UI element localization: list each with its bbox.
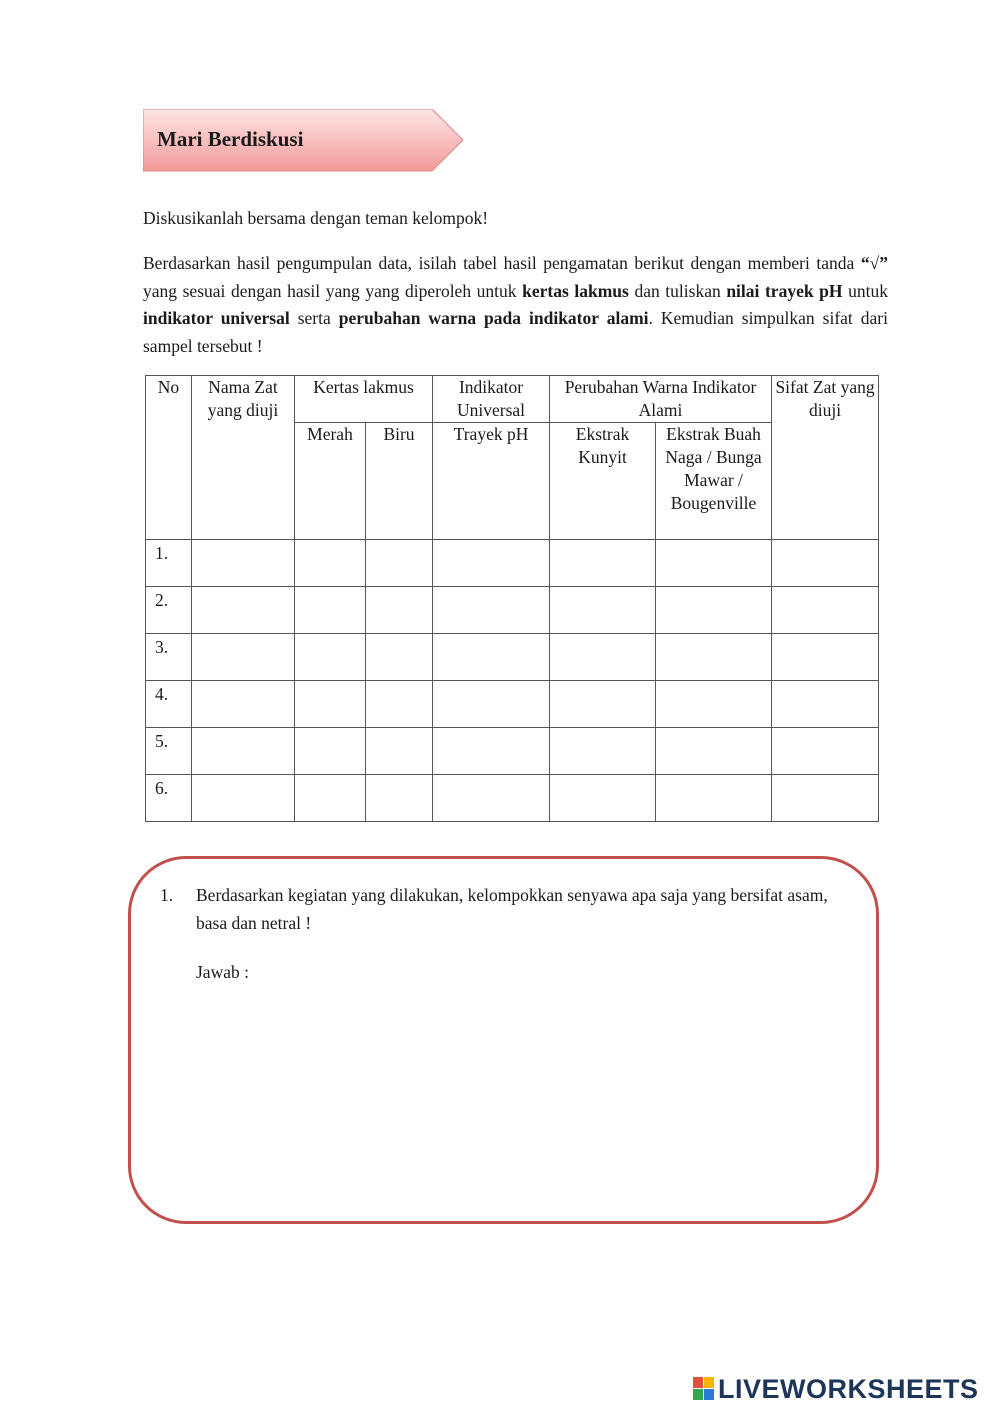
table-row — [146, 775, 879, 822]
header-biru: Biru — [366, 423, 433, 540]
input-cell[interactable] — [433, 775, 550, 822]
instruction-part: serta — [289, 308, 339, 328]
header-trayek-ph: Trayek pH — [433, 423, 550, 540]
input-cell[interactable] — [656, 681, 772, 728]
header-kertas-lakmus: Kertas lakmus — [295, 376, 433, 423]
liveworksheets-brand: LIVEWORKSHEETS — [718, 1373, 979, 1404]
input-cell[interactable] — [192, 681, 295, 728]
question-text: Berdasarkan kegiatan yang dilakukan, kelompokkan senyawa apa saja yang bersifat asam, basa dan netral ! — [196, 885, 828, 933]
row-number: 6. — [146, 775, 192, 822]
input-cell[interactable] — [192, 775, 295, 822]
input-cell[interactable] — [366, 634, 433, 681]
input-cell[interactable] — [656, 775, 772, 822]
input-cell[interactable] — [772, 728, 879, 775]
header-ekstrak-buah-naga: Ekstrak Buah Naga / Bunga Mawar / Bougenville — [656, 423, 772, 540]
input-cell[interactable] — [550, 681, 656, 728]
instruction-part: yang sesuai dengan hasil yang yang diperoleh untuk — [143, 280, 523, 301]
input-cell[interactable] — [433, 728, 550, 775]
input-cell[interactable] — [550, 587, 656, 634]
header-sifat-zat: Sifat Zat yang diuji — [772, 376, 879, 540]
input-cell[interactable] — [366, 587, 433, 634]
input-cell[interactable] — [550, 634, 656, 681]
input-cell[interactable] — [295, 540, 366, 587]
table-row — [146, 728, 879, 775]
instruction-paragraph — [143, 250, 888, 360]
instruction-part: . Kemudian simpulkan sifat dari sampel tersebut ! — [143, 308, 888, 356]
input-cell[interactable] — [550, 728, 656, 775]
emphasis-perubahan-warna: perubahan warna pada indikator alami — [338, 308, 649, 328]
input-cell[interactable] — [772, 540, 879, 587]
row-number: 3. — [146, 634, 192, 681]
input-cell[interactable] — [295, 587, 366, 634]
input-cell[interactable] — [192, 728, 295, 775]
input-cell[interactable] — [656, 634, 772, 681]
input-cell[interactable] — [366, 540, 433, 587]
header-perubahan-warna: Perubahan Warna Indikator Alami — [550, 376, 772, 423]
input-cell[interactable] — [366, 728, 433, 775]
input-cell[interactable] — [192, 540, 295, 587]
input-cell[interactable] — [772, 775, 879, 822]
input-cell[interactable] — [366, 681, 433, 728]
input-cell[interactable] — [192, 634, 295, 681]
liveworksheets-icon — [693, 1377, 715, 1401]
header-no: No — [146, 376, 192, 540]
row-number: 1. — [146, 540, 192, 587]
header-nama-zat: Nama Zat yang diuji — [192, 376, 295, 540]
header-ekstrak-kunyit: Ekstrak Kunyit — [550, 423, 656, 540]
input-cell[interactable] — [433, 634, 550, 681]
input-cell[interactable] — [656, 728, 772, 775]
input-cell[interactable] — [772, 587, 879, 634]
liveworksheets-logo[interactable] — [693, 1374, 979, 1404]
input-cell[interactable] — [772, 681, 879, 728]
banner-title: Mari Berdiskusi — [157, 127, 304, 151]
input-cell[interactable] — [433, 540, 550, 587]
instruction-part: dan tuliskan — [628, 280, 727, 301]
intro-text: Diskusikanlah bersama dengan teman kelompok! — [143, 208, 489, 228]
input-cell[interactable] — [295, 681, 366, 728]
observation-table — [145, 375, 879, 822]
input-cell[interactable] — [656, 540, 772, 587]
answer-label[interactable]: Jawab : — [196, 962, 249, 982]
emphasis-kertas-lakmus: kertas lakmus — [522, 280, 629, 301]
input-cell[interactable] — [295, 775, 366, 822]
input-cell[interactable] — [772, 634, 879, 681]
table-row — [146, 587, 879, 634]
instruction-part: Berdasarkan hasil pengumpulan data, isilah tabel hasil pengamatan berikut dengan memberi tanda — [143, 253, 861, 273]
row-number: 2. — [146, 587, 192, 634]
input-cell[interactable] — [295, 634, 366, 681]
section-banner — [143, 109, 463, 171]
table-row — [146, 681, 879, 728]
header-merah: Merah — [295, 423, 366, 540]
instruction-part: untuk — [842, 280, 888, 301]
input-cell[interactable] — [550, 775, 656, 822]
emphasis-trayek-ph: nilai trayek pH — [726, 280, 843, 301]
input-cell[interactable] — [550, 540, 656, 587]
table-row — [146, 634, 879, 681]
input-cell[interactable] — [656, 587, 772, 634]
input-cell[interactable] — [295, 728, 366, 775]
row-number: 4. — [146, 681, 192, 728]
row-number: 5. — [146, 728, 192, 775]
table-row — [146, 540, 879, 587]
check-mark-symbol: “√” — [860, 253, 888, 273]
input-cell[interactable] — [366, 775, 433, 822]
emphasis-indikator-universal: indikator universal — [143, 308, 290, 328]
header-indikator-universal: Indikator Universal — [433, 376, 550, 423]
input-cell[interactable] — [433, 681, 550, 728]
input-cell[interactable] — [433, 587, 550, 634]
input-cell[interactable] — [192, 587, 295, 634]
question-number: 1. — [160, 885, 174, 905]
